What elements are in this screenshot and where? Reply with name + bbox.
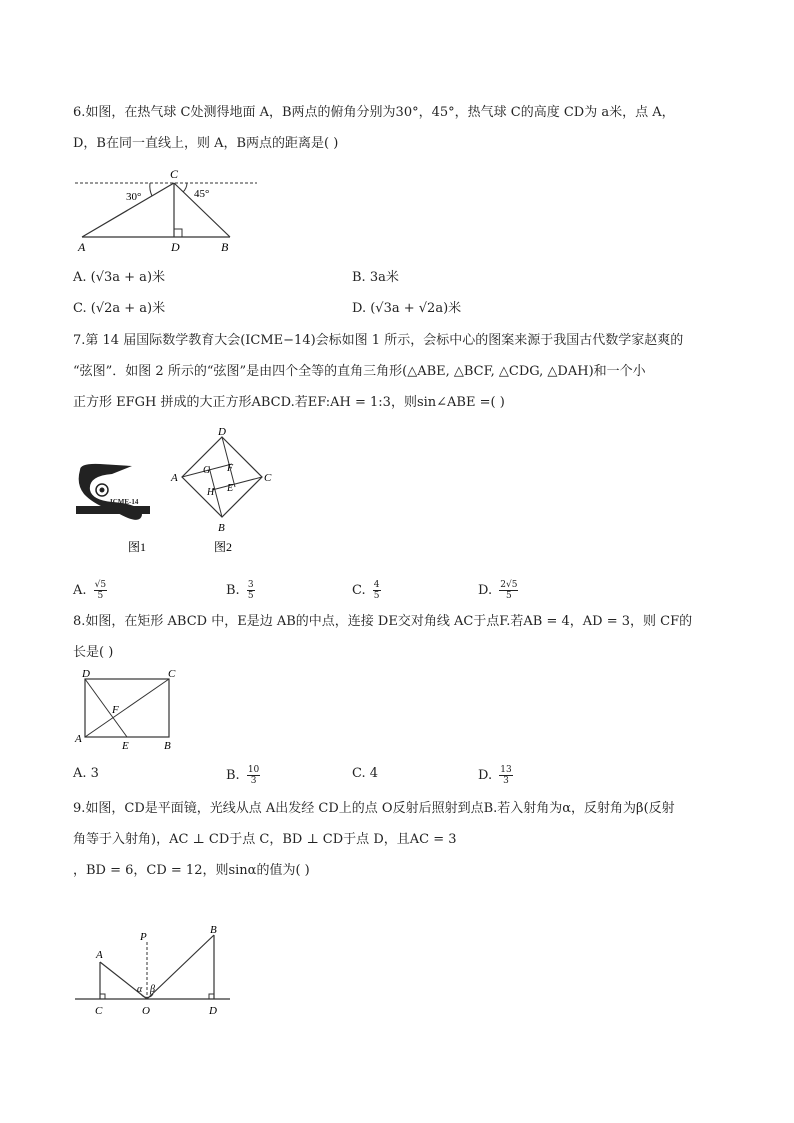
icme-logo-icon: [76, 464, 150, 520]
q7-caption-2: 图2: [214, 540, 233, 554]
q8-label-e: E: [122, 740, 129, 752]
q7-option-b-denominator: 5: [247, 591, 254, 601]
q6-line2: D，B在同一直线上，则 A，B两点的距离是( ): [73, 136, 339, 151]
q6-angle-45: 45°: [194, 188, 210, 200]
q6-label-d: D: [171, 240, 180, 254]
q6-angle-30: 30°: [126, 191, 142, 203]
q7-logo-figure: [72, 460, 157, 555]
q7-option-c-denominator: 5: [373, 591, 380, 601]
q7-option-d-numerator: 2√5: [500, 580, 518, 590]
q7-line-dh: [222, 437, 235, 487]
q8-diagonal-ac: [85, 679, 169, 737]
q7-option-b-prefix: B.: [226, 583, 240, 598]
q7-label-a: A: [171, 472, 178, 484]
q7-figure2: [170, 425, 280, 555]
q9-label-beta: β: [150, 984, 155, 995]
q9-right-angle-c: [100, 994, 105, 999]
q7-label-e: E: [227, 483, 234, 494]
q8-option-d-denominator: 3: [503, 776, 509, 786]
q7-line-ce: [212, 477, 262, 490]
q8-option-d[interactable]: [478, 765, 513, 786]
q6-angle-arc-45: [183, 183, 187, 192]
q9-label-d: D: [209, 1005, 217, 1017]
q7-label-f: F: [227, 463, 234, 474]
q8-option-b-denominator: 3: [250, 776, 257, 786]
q9-label-alpha: α: [137, 984, 143, 995]
q6-option-b[interactable]: B. 3a米: [352, 270, 399, 285]
q9-label-p: P: [140, 931, 147, 943]
q8-line1: 8.如图，在矩形 ABCD 中，E是边 AB的中点，连接 DE交对角线 AC于点F.若AB = 4，AD = 3，则 CF的: [73, 614, 693, 629]
q8-option-b[interactable]: [226, 765, 260, 786]
q9-label-o: O: [142, 1005, 150, 1017]
q7-label-g: G: [203, 465, 211, 476]
q6-label-c: C: [170, 167, 179, 181]
q9-label-b: B: [210, 924, 217, 936]
q8-option-c[interactable]: C. 4: [352, 766, 379, 781]
q8-line-de: [85, 679, 127, 737]
q8-label-b: B: [164, 740, 171, 752]
q7-outer-square: [182, 437, 262, 517]
q7-option-b[interactable]: [226, 580, 255, 601]
q6-label-a: A: [78, 240, 86, 254]
q7-option-a[interactable]: [73, 580, 107, 601]
q9-line1: 9.如图，CD是平面镜，光线从点 A出发经 CD上的点 O反射后照射到点B.若入射角为α，反射角为β(反射: [73, 801, 675, 816]
q9-right-angle-d: [209, 994, 214, 999]
q8-label-f: F: [112, 704, 119, 716]
icme-logo-text: ICME-14: [110, 498, 139, 506]
q8-option-b-prefix: B.: [226, 768, 240, 783]
q8-option-a[interactable]: A. 3: [73, 766, 99, 781]
q8-option-b-numerator: 10: [247, 765, 260, 775]
q9-label-c: C: [95, 1005, 103, 1017]
q7-option-a-denominator: 5: [97, 591, 104, 601]
q8-option-d-prefix: D.: [478, 768, 493, 783]
q6-line1: 6.如图，在热气球 C处测得地面 A，B两点的俯角分别为30°，45°，热气球 C的高度 CD为 a米，点 A，: [73, 105, 675, 120]
q7-line3: 正方形 EFGH 拼成的大正方形ABCD.若EF:AH = 1:3，则sin∠ABE =( ): [73, 395, 505, 410]
q9-line3: ，BD = 6，CD = 12，则sinα的值为( ): [73, 863, 310, 878]
q9-ray-ob: [147, 935, 214, 999]
q7-caption-1: 图1: [128, 540, 147, 554]
q6-angle-arc-30: [150, 183, 152, 196]
q7-label-h: H: [207, 487, 215, 498]
q9-line2: 角等于入射角)，AC ⊥ CD于点 C，BD ⊥ CD于点 D，且AC = 3: [73, 832, 457, 847]
q7-label-d: D: [218, 426, 226, 438]
q7-label-b: B: [218, 522, 225, 534]
q7-option-b-numerator: 3: [247, 580, 254, 590]
q7-option-d-denominator: 5: [505, 591, 512, 601]
q9-figure: [72, 920, 237, 1020]
q7-label-c: C: [264, 472, 272, 484]
q8-label-c: C: [168, 668, 176, 680]
q8-label-d: D: [82, 668, 90, 680]
q6-option-c[interactable]: C. (√2a + a)米: [73, 301, 166, 316]
q8-option-d-numerator: 13: [500, 765, 512, 775]
q7-option-d-prefix: D.: [478, 583, 493, 598]
q7-option-c-prefix: C.: [352, 583, 366, 598]
q6-option-d[interactable]: D. (√3a + √2a)米: [352, 301, 462, 316]
q8-label-a: A: [75, 733, 82, 745]
q9-label-a: A: [96, 949, 103, 961]
q7-line1: 7.第 14 届国际数学教育大会(ICME−14)会标如图 1 所示，会标中心的图案来源于我国古代数学家赵爽的: [73, 333, 684, 348]
q7-option-d[interactable]: [478, 580, 518, 601]
q6-label-b: B: [221, 240, 229, 254]
q7-option-a-prefix: A.: [73, 583, 87, 598]
q7-line2: “弦图”．如图 2 所示的“弦图”是由四个全等的直角三角形(△ABE, △BCF, △CDG, △DAH)和一个小: [73, 364, 646, 379]
q7-option-c-numerator: 4: [373, 580, 380, 590]
q7-option-c[interactable]: [352, 580, 381, 601]
q8-figure: [72, 666, 187, 754]
q8-line2: 长是( ): [73, 645, 114, 660]
q7-option-a-numerator: √5: [94, 580, 107, 590]
q6-option-a[interactable]: A. (√3a + a)米: [73, 270, 166, 285]
q6-figure: [70, 165, 270, 255]
q6-right-angle-mark: [174, 229, 182, 237]
